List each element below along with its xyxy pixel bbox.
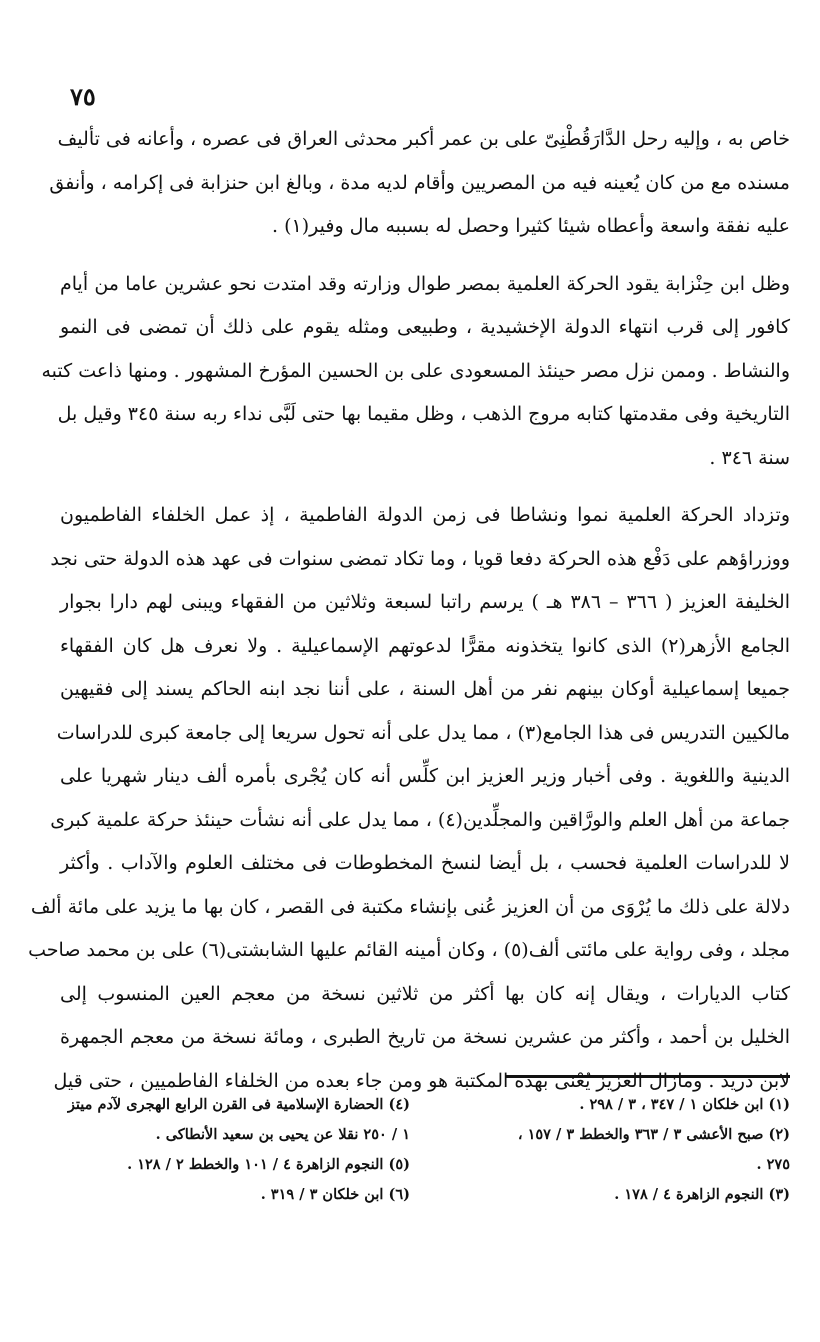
text-line: خاص به ، وإليه رحل الدَّارَقُطْنِىّ على بن عمر أكبر محدثى العراق فى عصره ، وأعانه فى تأليف — [57, 128, 790, 150]
paragraph-3 — [28, 494, 791, 1103]
footnote-4: (٤) الحضارة الإسلامية فى القرن الرابع الهجرى لآدم ميتز — [67, 1096, 410, 1113]
page-number: ٧٥ — [70, 82, 96, 111]
text-line: لابن دريد . ومازال العزيز يُعْنَى بهذه المكتبة هو ومن جاء بعده من الخلفاء الفاطميين ، حتى قيل — [53, 1069, 790, 1092]
text-line: لا للدراسات العلمية فحسب ، بل أيضا لنسخ المخطوطات فى مختلف العلوم والآداب . وأكثر — [60, 852, 790, 874]
text-line: سنة ٣٤٦ . — [709, 446, 790, 469]
text-line: والنشاط . وممن نزل مصر حينئذ المسعودى على بن الحسين المؤرخ المشهور . ومنها ذاعت كتبه — [41, 359, 790, 382]
text-line: دلالة على ذلك ما يُرْوَى من أن العزيز عُنى بإنشاء مكتبة فى القصر ، كان بها ما يزيد على مائة ألف — [30, 895, 790, 918]
text-line: وظل ابن حِنْزابة يقود الحركة العلمية بمصر طوال وزارته وقد امتدت نحو عشرين عاما من أيام — [60, 272, 790, 295]
text-line: الجامع الأزهر(٢) الذى كانوا يتخذونه مقرًّا لدعوتهم الإسماعيلية . ولا نعرف هل كان الفقهاء — [60, 634, 791, 657]
text-line: الخليفة العزيز ( ٣٦٦ – ٣٨٦ هـ ) يرسم راتبا لسبعة وثلاثين من الفقهاء ويبنى لهم دارا بجوار — [60, 591, 790, 613]
body-text — [28, 118, 791, 1103]
footnote-1: (١) ابن خلكان ١ / ٣٤٧ ، ٣ / ٢٩٨ . — [579, 1096, 790, 1113]
paragraph-1 — [49, 118, 790, 249]
text-line: ووزراؤهم على دَفْع هذه الحركة دفعا قويا ، وما تكاد تمضى سنوات فى عهد هذه الدولة حتى نجد — [50, 547, 790, 570]
text-line: كافور إلى قرب انتهاء الدولة الإخشيدية ، وطبيعى ومثله يقوم على ذلك أن تمضى فى النمو — [60, 316, 790, 338]
footnote-2: (٢) صبح الأعشى ٣ / ٣٦٣ والخطط ٣ / ١٥٧ ، — [517, 1126, 790, 1143]
text-line: مجلد ، وفى رواية على مائتى ألف(٥) ، وكان أمينه القائم عليها الشابشتى(٦) على بن محمد صاحب — [28, 939, 790, 961]
footnote-6: (٦) ابن خلكان ٣ / ٣١٩ . — [260, 1186, 410, 1203]
text-line: التاريخية وفى مقدمتها كتابه مروج الذهب ، وظل مقيما بها حتى لَبَّى نداء ربه سنة ٣٤٥ وقيل بل — [57, 403, 790, 425]
text-line: الخليل بن أحمد ، وأكثر من عشرين نسخة من تاريخ الطبرى ، ومائة نسخة من معجم الجمهرة — [60, 1026, 790, 1048]
footnotes — [60, 1090, 790, 1210]
text-line: جماعة من أهل العلم والورَّاقين والمجلِّدين(٤) ، مما يدل على أنه نشأت حينئذ حركة علمية كبرى — [50, 808, 790, 831]
text-line: مسنده مع من كان يُعينه فيه من المصريين وأقام لديه مدة ، وبالغ ابن حنزابة فى إكرامه ، وأنفق — [49, 171, 790, 194]
footnote-3: (٣) النجوم الزاهرة ٤ / ١٧٨ . — [614, 1186, 790, 1203]
footnotes-left-column — [60, 1090, 410, 1210]
footnotes-right-column — [460, 1090, 790, 1210]
text-line: جميعا إسماعيلية أوكان بينهم نفر من أهل السنة ، على أننا نجد ابنه الحاكم يسند إلى فقيهين — [60, 678, 790, 700]
text-line: كتاب الديارات ، ويقال إنه كان بها أكثر من ثلاثين نسخة من معجم العين المنسوب إلى — [60, 982, 790, 1005]
paragraph-2 — [41, 263, 790, 481]
text-line: الدينية واللغوية . وفى أخبار وزير العزيز ابن كلِّس أنه كان يُجْرى بأمره ألف دينار شهريا على — [60, 765, 790, 787]
footnote-divider — [505, 1075, 790, 1078]
text-line: وتزداد الحركة العلمية نموا ونشاطا فى زمن الدولة الفاطمية ، إذ عمل الخلفاء الفاطميون — [60, 504, 790, 526]
footnote-4-continued: ١ / ٢٥٠ نقلا عن يحيى بن سعيد الأنطاكى . — [155, 1126, 410, 1143]
footnote-5: (٥) النجوم الزاهرة ٤ / ١٠١ والخطط ٢ / ١٢٨ . — [127, 1156, 410, 1173]
text-line: عليه نفقة واسعة وأعطاه شيئا كثيرا وحصل له بسببه مال وفير(١) . — [272, 215, 790, 237]
text-line: مالكيين التدريس فى هذا الجامع(٣) ، مما يدل على أنه تحول سريعا إلى جامعة كبرى للدراسات — [56, 721, 790, 744]
footnote-2-continued: ٢٧٥ . — [756, 1156, 790, 1173]
